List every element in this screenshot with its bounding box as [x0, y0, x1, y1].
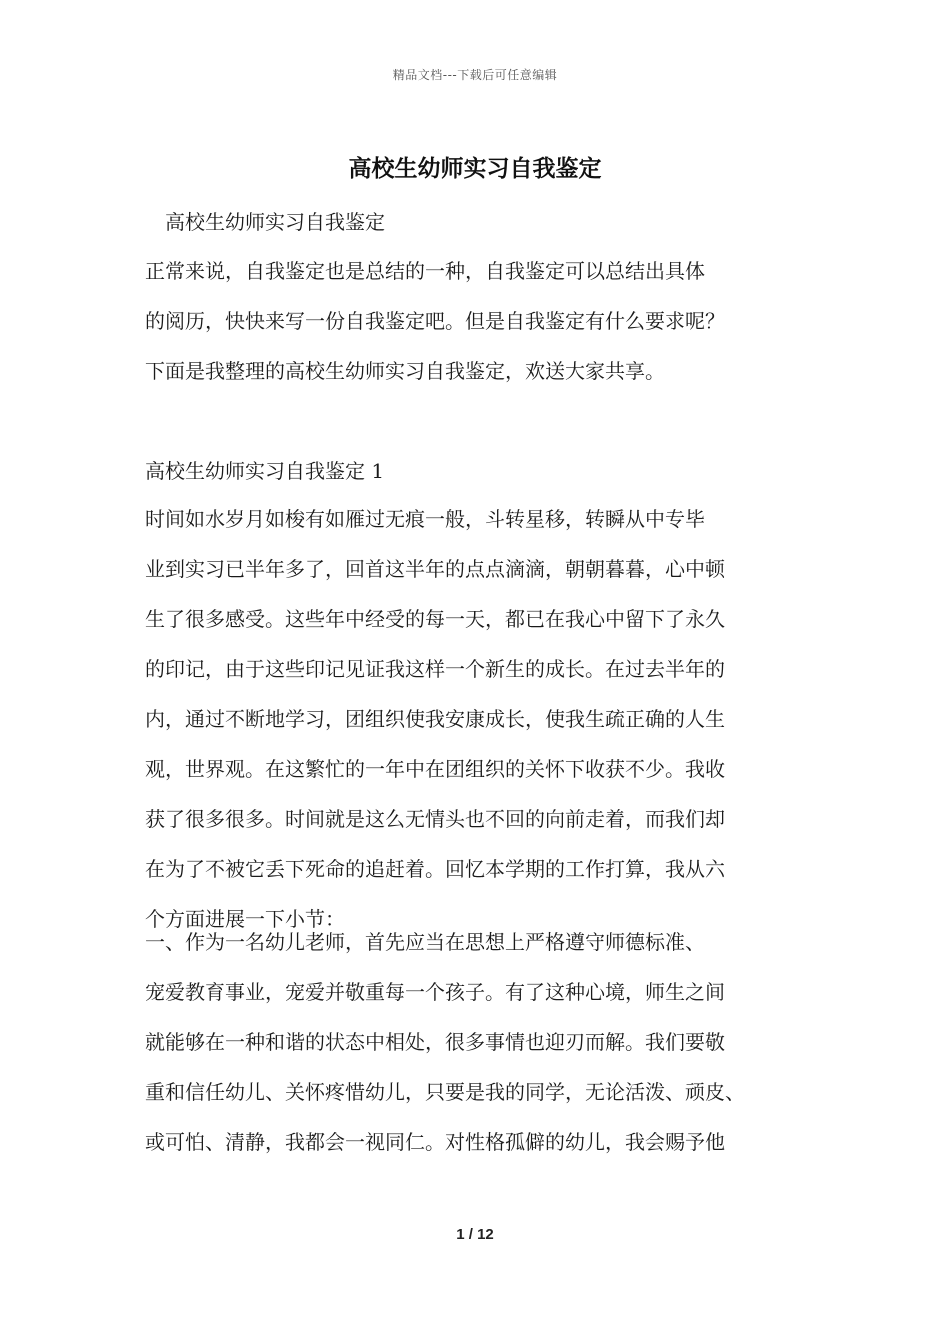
paragraph-line: 在为了不被它丢下死命的追赶着。回忆本学期的工作打算，我从六 — [145, 857, 725, 881]
paragraph-line: 个方面进展一下小节： — [145, 907, 345, 931]
body-paragraph-1 — [145, 494, 825, 944]
paragraph-line: 时间如水岁月如梭有如雁过无痕一般，斗转星移，转瞬从中专毕 — [145, 507, 705, 531]
document-subtitle: 高校生幼师实习自我鉴定 — [165, 210, 385, 234]
paragraph-line: 宠爱教育事业，宠爱并敬重每一个孩子。有了这种心境，师生之间 — [145, 980, 725, 1004]
document-title: 高校生幼师实习自我鉴定 — [348, 155, 602, 182]
intro-paragraph — [145, 246, 825, 396]
section-heading: 高校生幼师实习自我鉴定 1 — [145, 459, 385, 483]
paragraph-line: 生了很多感受。这些年中经受的每一天，都已在我心中留下了永久 — [145, 607, 725, 631]
page-number: 1 / 12 — [456, 1226, 494, 1243]
paragraph-line: 的印记，由于这些印记见证我这样一个新生的成长。在过去半年的 — [145, 657, 725, 681]
paragraph-line: 观，世界观。在这繁忙的一年中在团组织的关怀下收获不少。我收 — [145, 757, 725, 781]
page-header: 精品文档---下载后可任意编辑 — [392, 68, 558, 82]
paragraph-line: 下面是我整理的高校生幼师实习自我鉴定，欢送大家共享。 — [145, 359, 665, 383]
paragraph-line: 正常来说，自我鉴定也是总结的一种，自我鉴定可以总结出具体 — [145, 259, 705, 283]
paragraph-line: 获了很多很多。时间就是这么无情头也不回的向前走着，而我们却 — [145, 807, 725, 831]
paragraph-line: 内，通过不断地学习，团组织使我安康成长，使我生疏正确的人生 — [145, 707, 725, 731]
body-paragraph-2 — [145, 917, 825, 1167]
paragraph-line: 就能够在一种和谐的状态中相处，很多事情也迎刃而解。我们要敬 — [145, 1030, 725, 1054]
paragraph-line: 重和信任幼儿、关怀疼惜幼儿，只要是我的同学，无论活泼、顽皮、 — [145, 1080, 745, 1104]
paragraph-line: 一、作为一名幼儿老师，首先应当在思想上严格遵守师德标准、 — [145, 930, 705, 954]
paragraph-line: 的阅历，快快来写一份自我鉴定吧。但是自我鉴定有什么要求呢？ — [145, 309, 725, 333]
paragraph-line: 业到实习已半年多了，回首这半年的点点滴滴，朝朝暮暮，心中顿 — [145, 557, 725, 581]
paragraph-line: 或可怕、清静，我都会一视同仁。对性格孤僻的幼儿，我会赐予他 — [145, 1130, 725, 1154]
